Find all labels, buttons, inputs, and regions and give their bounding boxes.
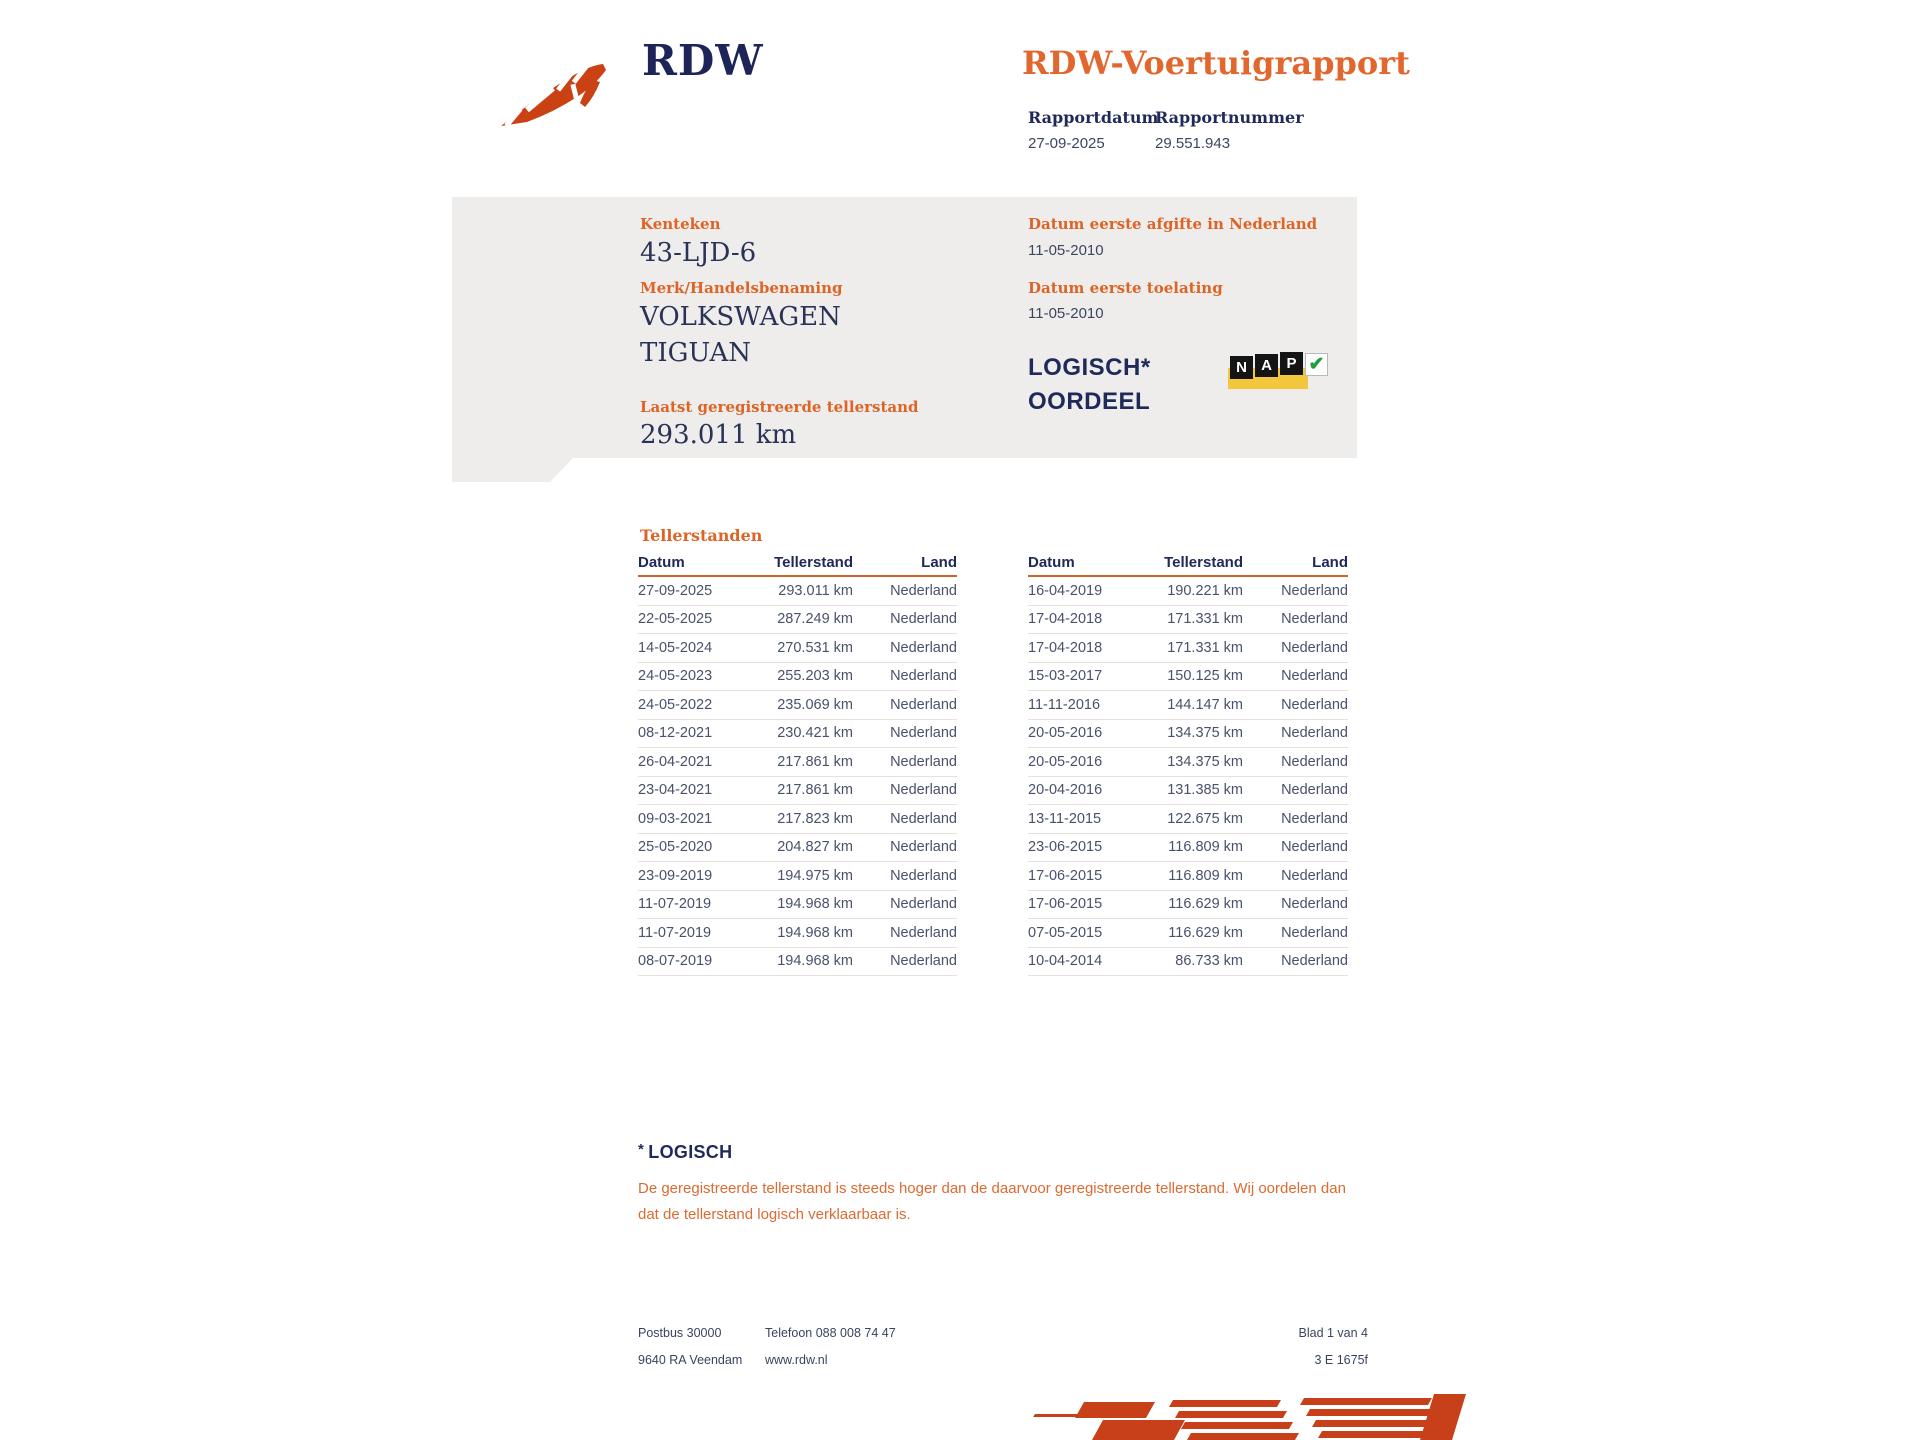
cell-land: Nederland (1281, 867, 1348, 884)
table-row (638, 805, 957, 834)
footnote-title (638, 1142, 732, 1162)
footnote-asterisk: * (638, 1141, 644, 1158)
cell-tellerstand: 134.375 km (1167, 725, 1243, 742)
table-row (1028, 634, 1348, 663)
footer-city: 9640 RA Veendam (638, 1353, 743, 1367)
table-row (1028, 805, 1348, 834)
tellerstanden-table-right (1028, 549, 1348, 976)
cell-tellerstand: 194.968 km (777, 924, 853, 941)
cell-datum: 08-07-2019 (638, 953, 713, 970)
cell-datum: 17-04-2018 (1028, 611, 1103, 628)
footer-phone: Telefoon 088 008 74 47 (765, 1326, 896, 1340)
cell-land: Nederland (1281, 924, 1348, 941)
cell-datum: 22-05-2025 (638, 611, 713, 628)
cell-tellerstand: 131.385 km (1167, 782, 1243, 799)
cell-tellerstand: 116.809 km (1168, 839, 1243, 856)
cell-datum: 11-07-2019 (638, 924, 712, 941)
cell-datum: 20-05-2016 (1028, 725, 1103, 742)
report-date-value: 27-09-2025 (1028, 135, 1105, 152)
oordeel-line2: OORDEEL (1028, 388, 1151, 415)
cell-tellerstand: 86.733 km (1175, 953, 1243, 970)
cell-tellerstand: 287.249 km (777, 611, 853, 628)
cell-tellerstand: 204.827 km (777, 839, 853, 856)
cell-tellerstand: 293.011 km (778, 582, 853, 599)
cell-tellerstand: 190.221 km (1167, 582, 1243, 599)
cell-datum: 11-11-2016 (1028, 696, 1101, 713)
merk-value-line1: VOLKSWAGEN (640, 302, 841, 332)
footer-website: www.rdw.nl (765, 1353, 828, 1367)
toelating-value: 11-05-2010 (1028, 305, 1104, 322)
table-row (638, 720, 957, 749)
table-row (638, 748, 957, 777)
footer-page-number: Blad 1 van 4 (1298, 1326, 1368, 1340)
cell-datum: 26-04-2021 (638, 753, 713, 770)
cell-land: Nederland (1281, 639, 1348, 656)
cell-land: Nederland (1281, 725, 1348, 742)
table-row (1028, 777, 1348, 806)
afgifte-value: 11-05-2010 (1028, 242, 1104, 259)
cell-land: Nederland (890, 896, 957, 913)
table-row (1028, 834, 1348, 863)
kenteken-value: 43-LJD-6 (640, 238, 757, 268)
table-row (638, 948, 957, 977)
cell-land: Nederland (890, 696, 957, 713)
rdw-stripes-decoration (1033, 1392, 1470, 1440)
cell-tellerstand: 171.331 km (1167, 639, 1243, 656)
cell-land: Nederland (1281, 810, 1348, 827)
cell-tellerstand: 171.331 km (1167, 611, 1243, 628)
cell-datum: 20-05-2016 (1028, 753, 1103, 770)
report-number-label: Rapportnummer (1155, 108, 1304, 127)
cell-tellerstand: 116.809 km (1168, 867, 1243, 884)
cell-land: Nederland (1281, 696, 1348, 713)
cell-datum: 16-04-2019 (1028, 582, 1103, 599)
table-row (638, 862, 957, 891)
table-row (638, 834, 957, 863)
cell-land: Nederland (1281, 953, 1348, 970)
cell-datum: 17-06-2015 (1028, 896, 1103, 913)
cell-land: Nederland (890, 810, 957, 827)
table-row (638, 577, 957, 606)
cell-tellerstand: 150.125 km (1167, 668, 1243, 685)
cell-tellerstand: 144.147 km (1167, 696, 1243, 713)
cell-tellerstand: 217.861 km (777, 782, 853, 799)
cell-land: Nederland (1281, 782, 1348, 799)
header-tellerstand: Tellerstand (1164, 553, 1243, 571)
report-number-value: 29.551.943 (1155, 135, 1231, 152)
nap-letter-n: N (1230, 356, 1253, 379)
table-row (1028, 606, 1348, 635)
nap-letter-a: A (1255, 354, 1278, 377)
cell-land: Nederland (890, 639, 957, 656)
cell-datum: 24-05-2023 (638, 668, 713, 685)
nap-check-icon: ✔ (1305, 353, 1328, 376)
cell-land: Nederland (1281, 611, 1348, 628)
merk-label: Merk/Handelsbenaming (640, 279, 843, 297)
cell-tellerstand: 230.421 km (777, 725, 853, 742)
nap-letter-p: P (1280, 352, 1303, 375)
cell-land: Nederland (890, 867, 957, 884)
cell-tellerstand: 194.968 km (777, 953, 853, 970)
cell-datum: 25-05-2020 (638, 839, 713, 856)
cell-land: Nederland (890, 753, 957, 770)
cell-land: Nederland (890, 582, 957, 599)
afgifte-label: Datum eerste afgifte in Nederland (1028, 215, 1318, 233)
header-land: Land (1312, 553, 1348, 571)
cell-tellerstand: 255.203 km (777, 668, 853, 685)
cell-land: Nederland (1281, 896, 1348, 913)
cell-land: Nederland (890, 924, 957, 941)
oordeel-line1: LOGISCH* (1028, 354, 1151, 381)
cell-tellerstand: 194.975 km (777, 867, 853, 884)
report-date-label: Rapportdatum (1028, 108, 1159, 127)
cell-datum: 27-09-2025 (638, 582, 713, 599)
cell-tellerstand: 235.069 km (777, 696, 853, 713)
table-row (1028, 663, 1348, 692)
cell-datum: 07-05-2015 (1028, 924, 1103, 941)
table-row (1028, 691, 1348, 720)
cell-land: Nederland (1281, 668, 1348, 685)
table-row (638, 663, 957, 692)
header-datum: Datum (638, 553, 685, 571)
vehicle-summary-box (452, 197, 1357, 482)
table-row (638, 891, 957, 920)
cell-land: Nederland (890, 953, 957, 970)
cell-datum: 24-05-2022 (638, 696, 713, 713)
cell-land: Nederland (1281, 839, 1348, 856)
cell-tellerstand: 134.375 km (1167, 753, 1243, 770)
laatste-tellerstand-value: 293.011 km (640, 420, 797, 450)
cell-land: Nederland (890, 611, 957, 628)
cell-tellerstand: 116.629 km (1168, 896, 1243, 913)
table-row (638, 634, 957, 663)
cell-land: Nederland (1281, 753, 1348, 770)
cell-land: Nederland (890, 839, 957, 856)
header-land: Land (921, 553, 957, 571)
footnote-body (638, 1176, 1346, 1228)
table-row (1028, 948, 1348, 977)
tellerstanden-section-title: Tellerstanden (640, 526, 763, 545)
tellerstanden-table-left (638, 549, 957, 976)
table-row (1028, 577, 1348, 606)
cell-land: Nederland (890, 725, 957, 742)
header-tellerstand: Tellerstand (774, 553, 853, 571)
cell-tellerstand: 217.823 km (777, 810, 853, 827)
table-row (1028, 919, 1348, 948)
cell-datum: 15-03-2017 (1028, 668, 1103, 685)
rdw-wing-logo-icon (496, 56, 614, 130)
cell-datum: 20-04-2016 (1028, 782, 1103, 799)
cell-datum: 23-06-2015 (1028, 839, 1103, 856)
table-header-row (638, 549, 957, 577)
cell-tellerstand: 270.531 km (777, 639, 853, 656)
footnote-title-text: LOGISCH (648, 1142, 733, 1162)
table-row (1028, 862, 1348, 891)
footnote-line1: De geregistreerde tellerstand is steeds hoger dan de daarvoor geregistreerde tellerstand. Wij oordelen dan (638, 1180, 1346, 1197)
cell-datum: 14-05-2024 (638, 639, 713, 656)
table-row (1028, 748, 1348, 777)
table-row (1028, 891, 1348, 920)
cell-datum: 09-03-2021 (638, 810, 713, 827)
cell-tellerstand: 194.968 km (777, 896, 853, 913)
cell-tellerstand: 116.629 km (1168, 924, 1243, 941)
cell-land: Nederland (890, 782, 957, 799)
cell-datum: 17-06-2015 (1028, 867, 1103, 884)
footer-postbus: Postbus 30000 (638, 1326, 722, 1340)
laatste-tellerstand-label: Laatst geregistreerde tellerstand (640, 398, 919, 416)
table-row (638, 691, 957, 720)
cell-datum: 11-07-2019 (638, 896, 712, 913)
header-datum: Datum (1028, 553, 1075, 571)
footer-form-code: 3 E 1675f (1314, 1353, 1368, 1367)
cell-datum: 17-04-2018 (1028, 639, 1103, 656)
cell-land: Nederland (1281, 582, 1348, 599)
cell-datum: 13-11-2015 (1028, 810, 1102, 827)
nap-logo (1230, 352, 1330, 392)
table-header-row (1028, 549, 1348, 577)
cell-tellerstand: 122.675 km (1167, 810, 1243, 827)
cell-datum: 08-12-2021 (638, 725, 713, 742)
page-title: RDW-Voertuigrapport (1022, 44, 1410, 82)
kenteken-label: Kenteken (640, 215, 721, 233)
rdw-logo-wordmark: RDW (642, 36, 764, 85)
toelating-label: Datum eerste toelating (1028, 279, 1223, 297)
table-row (638, 777, 957, 806)
table-row (1028, 720, 1348, 749)
cell-land: Nederland (890, 668, 957, 685)
cell-datum: 23-04-2021 (638, 782, 713, 799)
table-row (638, 919, 957, 948)
merk-value-line2: TIGUAN (640, 338, 752, 368)
cell-datum: 23-09-2019 (638, 867, 713, 884)
cell-tellerstand: 217.861 km (777, 753, 853, 770)
table-row (638, 606, 957, 635)
footnote-line2: dat de tellerstand logisch verklaarbaar is. (638, 1206, 911, 1223)
cell-datum: 10-04-2014 (1028, 953, 1103, 970)
